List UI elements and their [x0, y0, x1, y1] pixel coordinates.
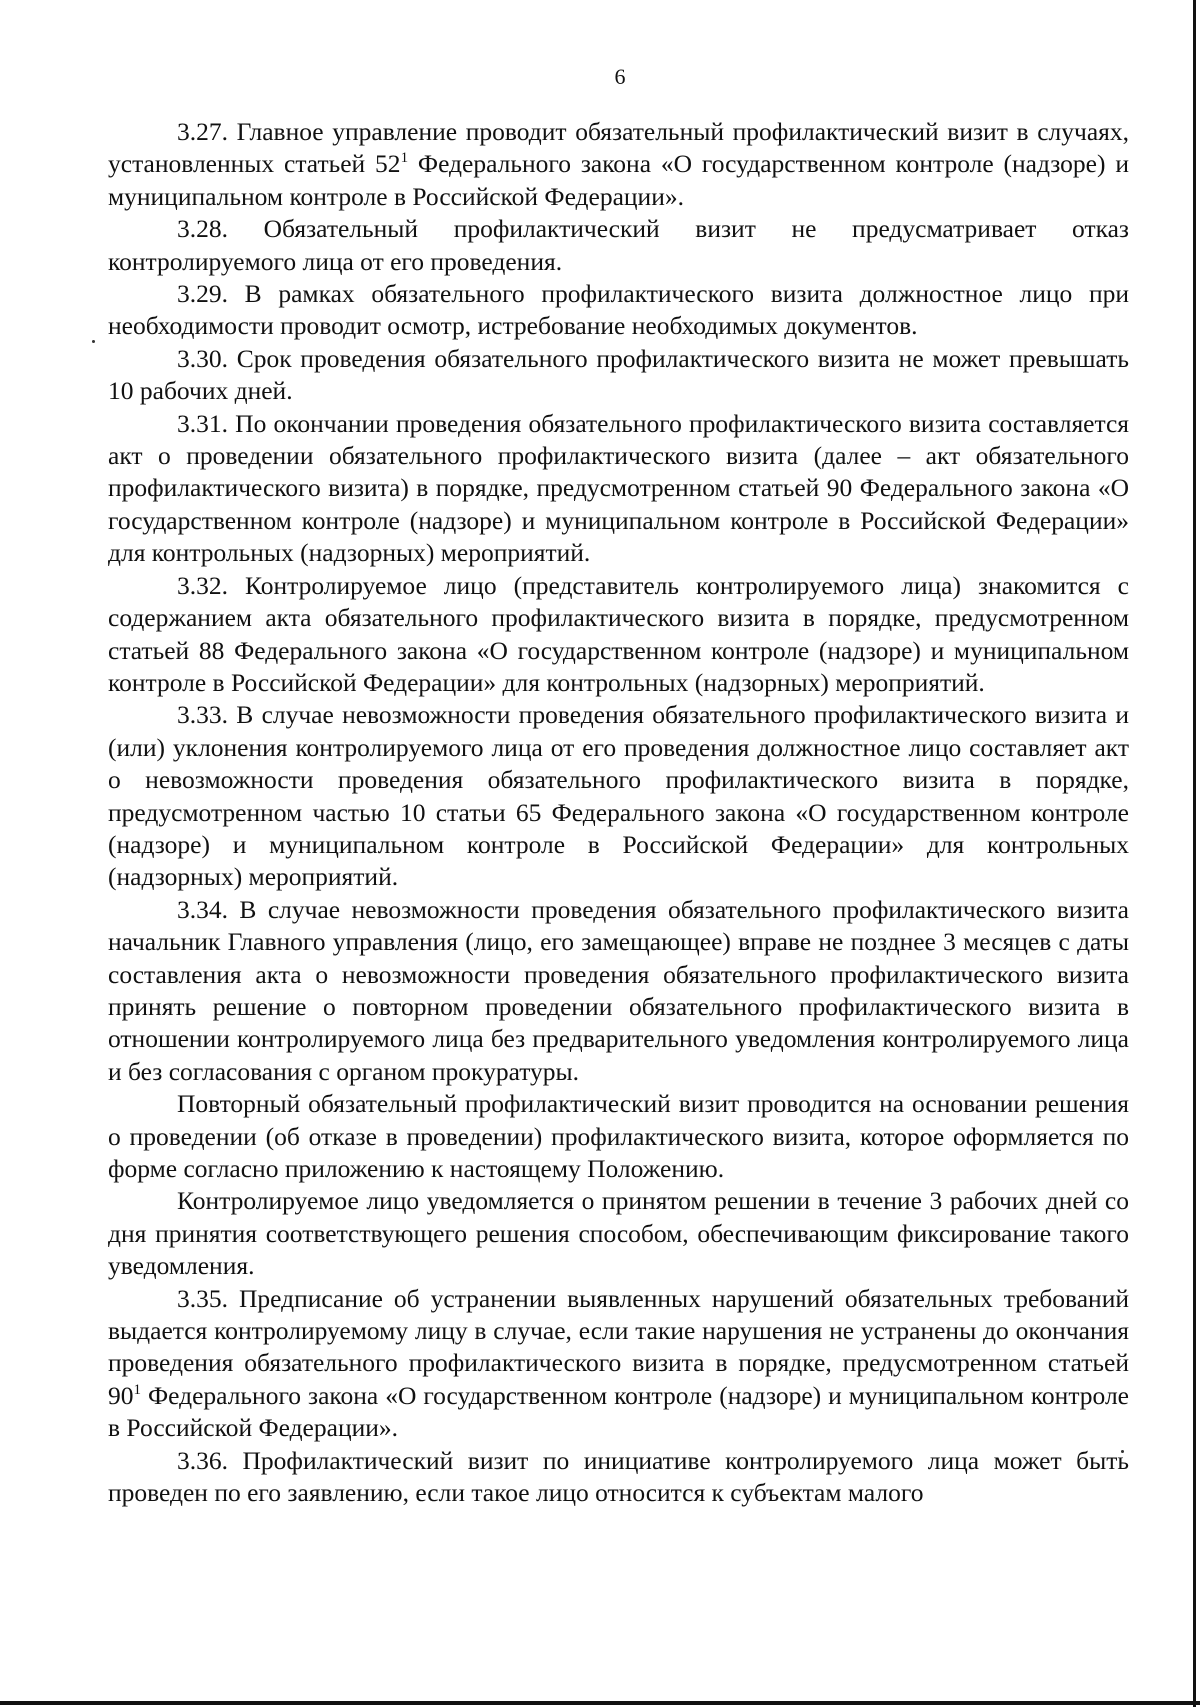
paragraph-3-36: 3.36. Профилактический визит по инициативе контролируемого лица может быть проведен по его заявлению, если такое лицо относится к субъектам малого: [108, 1445, 1129, 1508]
paragraph-3-30: 3.30. Срок проведения обязательного профилактического визита не может превышать 10 рабочих дней.: [108, 343, 1129, 406]
paragraph-repeat-visit: Повторный обязательный профилактический визит проводится на основании решения о проведении (об отказе в проведении) профилактического визита, которое оформляется по форме согласно приложению к настоящему Положению.: [108, 1089, 1129, 1183]
scan-border-bottom: [0, 1701, 1200, 1705]
paragraph-3-28: 3.28. Обязательный профилактический визит не предусматривает отказ контролируемого лица от его проведения.: [108, 214, 1129, 276]
paragraph-text: 3.35. Предписание об устранении выявленных нарушений обязательных требований выдается контролируемому лицу в случае, если такие нарушения не устранены до окончания проведения обязательного профилактического визита в порядке, предусмотренном статьей 90: [108, 1283, 1129, 1410]
paragraph-text: 3.27. Главное управление проводит обязательный профилактический визит в случаях, установленных статьей 52: [108, 117, 1129, 179]
paragraph-3-34: 3.34. В случае невозможности проведения обязательного профилактического визита начальник Главного управления (лицо, его замещающее) вправе не позднее 3 месяцев с даты составления акта о невозможности проведения обязательного профилактического визита принять решение о повторном проведении обязательного профилактического визита в отношении контролируемого лица без предварительного уведомления контролируемого лица и без согласования с органом прокуратуры.: [108, 894, 1129, 1086]
scan-border-right: [1193, 0, 1196, 1707]
paragraph-3-31: 3.31. По окончании проведения обязательного профилактического визита составляется акт о проведении обязательного профилактического визита (далее – акт обязательного профилактического визита) в порядке, предусмотренном статьей 90 Федерального закона «О государственном контроле (надзоре) и муниципальном контроле в Российской Федерации» для контрольных (надзорных) мероприятий.: [108, 408, 1129, 568]
superscript: 1: [400, 150, 409, 167]
paragraph-3-35: [108, 1283, 1129, 1445]
paragraph-text: Федерального закона «О государственном контроле (надзоре) и муниципальном контроле в Российской Федерации».: [108, 149, 1129, 211]
paragraph-3-33: 3.33. В случае невозможности проведения обязательного профилактического визита и (или) уклонения контролируемого лица от его проведения должностное лицо составляет акт о невозможности проведения обязательного профилактического визита в порядке, предусмотренном частью 10 статьи 65 Федерального закона «О государственном контроле (надзоре) и муниципальном контроле в Российской Федерации» для контрольных (надзорных) мероприятий.: [108, 700, 1129, 892]
paragraph-3-32: 3.32. Контролируемое лицо (представитель контролируемого лица) знакомится с содержанием акта обязательного профилактического визита в порядке, предусмотренном статьей 88 Федерального закона «О государственном контроле (надзоре) и муниципальном контроле в Российской Федерации» для контрольных (надзорных) мероприятий.: [108, 570, 1129, 697]
scan-speck: [92, 340, 95, 343]
page-number: 6: [614, 64, 626, 89]
paragraph-3-27: [108, 116, 1129, 213]
paragraph-notification: Контролируемое лицо уведомляется о принятом решении в течение 3 рабочих дней со дня принятия соответствующего решения способом, обеспечивающим фиксирование такого уведомления.: [108, 1186, 1129, 1281]
superscript: 1: [133, 1381, 141, 1398]
paragraph-3-29: 3.29. В рамках обязательного профилактического визита должностное лицо при необходимости проводит осмотр, истребование необходимых документов.: [108, 279, 1129, 341]
paragraph-text: Федерального закона «О государственном контроле (надзоре) и муниципальном контроле в Российской Федерации».: [108, 1380, 1129, 1443]
document-body: [108, 116, 1129, 1509]
